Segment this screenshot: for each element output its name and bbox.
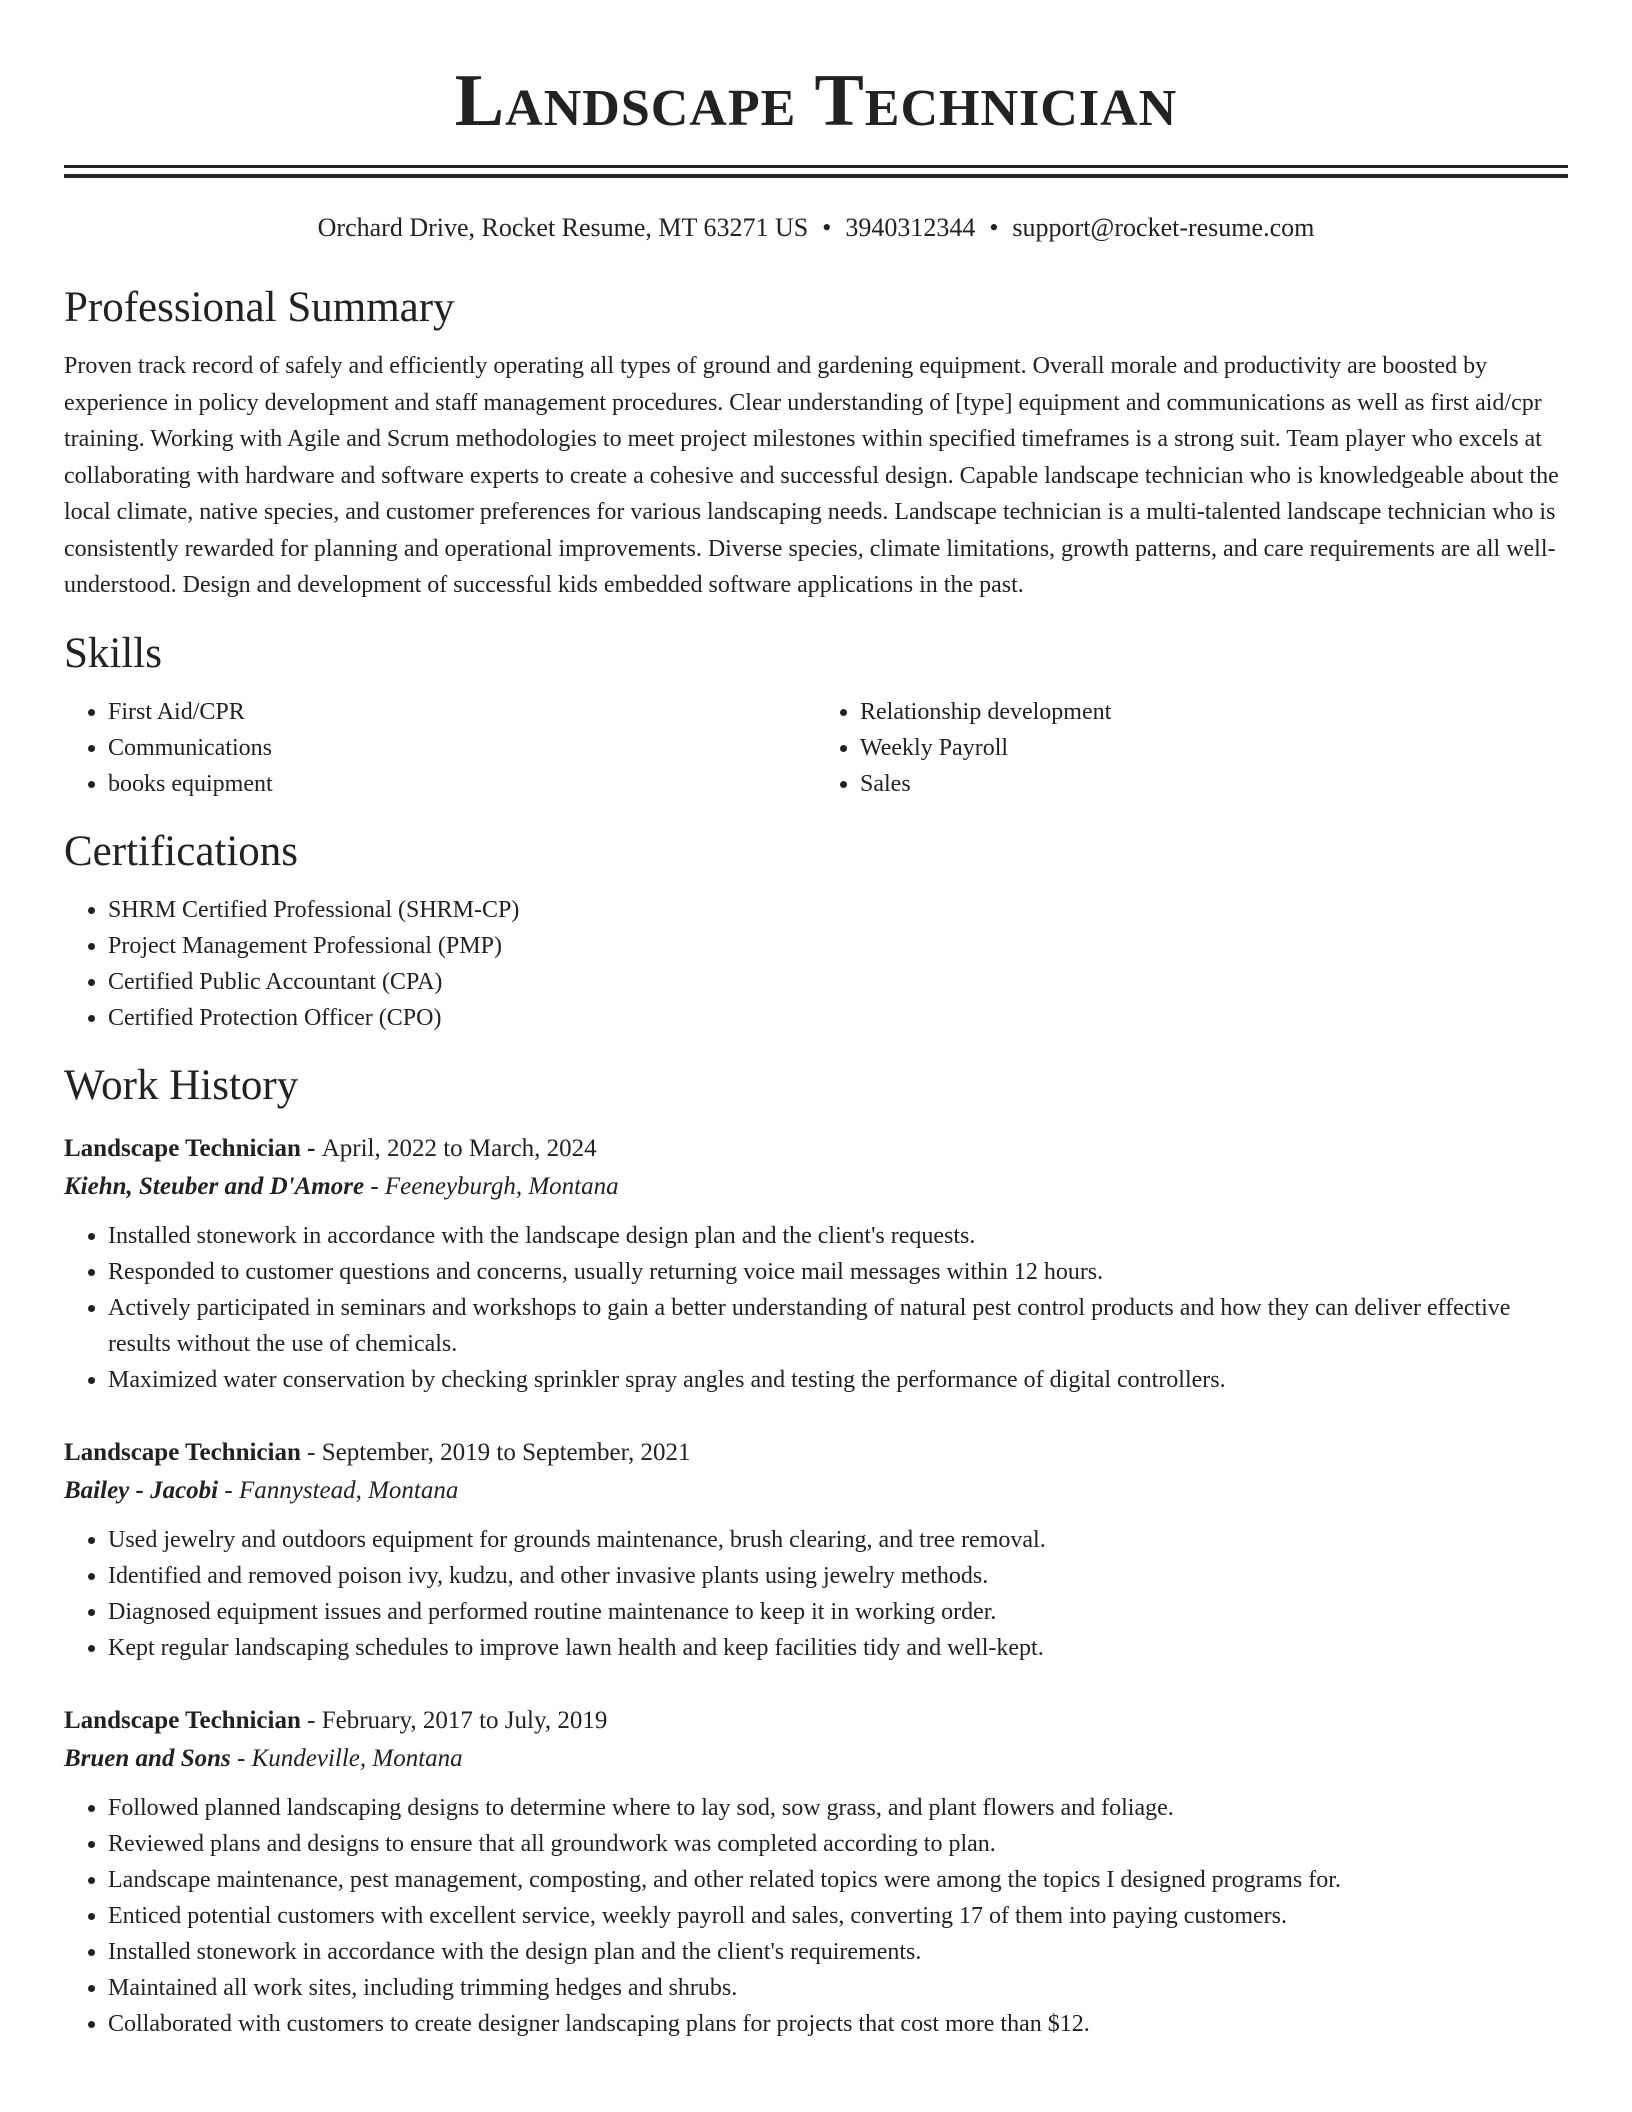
job-dates: September, 2019 to September, 2021 xyxy=(321,1438,691,1466)
job-location: Kundeville, Montana xyxy=(251,1744,463,1772)
job-bullet: • Reviewed plans and designs to ensure that all groundwork was completed according to plan. xyxy=(108,1826,1568,1862)
job-title-line: Landscape Technician - September, 2019 to September, 2021 xyxy=(64,1438,691,1466)
job-bullets xyxy=(64,1522,1568,1666)
job-location: Feeneyburgh, Montana xyxy=(384,1172,619,1200)
skills-heading: Skills xyxy=(64,629,162,677)
contact-line xyxy=(64,212,1568,244)
job-dates: February, 2017 to July, 2019 xyxy=(321,1706,608,1734)
job-company: Bailey - Jacobi xyxy=(64,1476,219,1504)
skill-item: • Relationship development xyxy=(860,694,1568,730)
header-rule-thin xyxy=(64,165,1568,168)
work-history-section xyxy=(64,1060,1568,2042)
skills-list-right xyxy=(816,694,1568,802)
summary-section xyxy=(64,282,1568,604)
job-company: Kiehn, Steuber and D'Amore xyxy=(64,1172,365,1200)
job-bullet: • Landscape maintenance, pest management, composting, and other related topics were among the topics I designed programs for. xyxy=(108,1862,1568,1898)
skills-grid xyxy=(64,694,1568,802)
job-title: Landscape Technician xyxy=(64,1706,301,1734)
certification-item: • Certified Protection Officer (CPO) xyxy=(108,1000,1568,1036)
contact-email: support@rocket-resume.com xyxy=(1012,213,1315,242)
job-title: Landscape Technician xyxy=(64,1438,301,1466)
job-title: Landscape Technician xyxy=(64,1134,301,1162)
contact-address: Orchard Drive, Rocket Resume, MT 63271 US xyxy=(317,213,809,242)
contact-phone: 3940312344 xyxy=(845,213,976,242)
job-bullet: • Installed stonework in accordance with the landscape design plan and the client's requests. xyxy=(108,1218,1568,1254)
skills-section xyxy=(64,628,1568,802)
job-bullet: • Collaborated with customers to create designer landscaping plans for projects that cost more than $12. xyxy=(108,2006,1568,2042)
contact-separator: • xyxy=(989,213,999,242)
contact-separator: • xyxy=(822,213,832,242)
job-bullet: • Identified and removed poison ivy, kudzu, and other invasive plants using jewelry methods. xyxy=(108,1558,1568,1594)
certifications-list xyxy=(64,892,1568,1036)
job-entry xyxy=(64,1434,1568,1666)
job-bullets xyxy=(64,1790,1568,2042)
job-bullet: • Installed stonework in accordance with the design plan and the client's requirements. xyxy=(108,1934,1568,1970)
skill-item: • Weekly Payroll xyxy=(860,730,1568,766)
job-location: Fannystead, Montana xyxy=(238,1476,459,1504)
certification-item: • Project Management Professional (PMP) xyxy=(108,928,1568,964)
certifications-section xyxy=(64,826,1568,1036)
job-company-line: Kiehn, Steuber and D'Amore - Feeneyburgh, Montana xyxy=(64,1172,619,1200)
certification-item: • SHRM Certified Professional (SHRM-CP) xyxy=(108,892,1568,928)
work-history-heading: Work History xyxy=(64,1061,299,1109)
skill-item: • books equipment xyxy=(108,766,816,802)
skill-item: • Sales xyxy=(860,766,1568,802)
job-entry xyxy=(64,1130,1568,1398)
job-bullet: • Maximized water conservation by checking sprinkler spray angles and testing the performance of digital controllers. xyxy=(108,1362,1568,1398)
certification-item: • Certified Public Accountant (CPA) xyxy=(108,964,1568,1000)
job-company-line: Bruen and Sons - Kundeville, Montana xyxy=(64,1744,463,1772)
candidate-title: Landscape Technician xyxy=(454,60,1178,142)
skills-list-left xyxy=(64,694,816,802)
job-bullet: • Kept regular landscaping schedules to improve lawn health and keep facilities tidy and well-kept. xyxy=(108,1630,1568,1666)
skill-item: • First Aid/CPR xyxy=(108,694,816,730)
job-title-line: Landscape Technician - April, 2022 to March, 2024 xyxy=(64,1134,597,1162)
job-bullets xyxy=(64,1218,1568,1398)
job-company-line: Bailey - Jacobi - Fannystead, Montana xyxy=(64,1476,459,1504)
job-bullet: • Used jewelry and outdoors equipment for grounds maintenance, brush clearing, and tree removal. xyxy=(108,1522,1568,1558)
job-dates: April, 2022 to March, 2024 xyxy=(321,1134,597,1162)
job-company: Bruen and Sons xyxy=(64,1744,231,1772)
job-title-line: Landscape Technician - February, 2017 to July, 2019 xyxy=(64,1706,608,1734)
job-bullet: • Followed planned landscaping designs to determine where to lay sod, sow grass, and plant flowers and foliage. xyxy=(108,1790,1568,1826)
certifications-heading: Certifications xyxy=(64,827,299,875)
job-bullet: • Diagnosed equipment issues and performed routine maintenance to keep it in working order. xyxy=(108,1594,1568,1630)
summary-heading: Professional Summary xyxy=(64,284,455,331)
job-bullet: • Actively participated in seminars and workshops to gain a better understanding of natural pest control products and how they can deliver effective results without the use of chemicals. xyxy=(108,1290,1568,1362)
header-rule-thick xyxy=(64,174,1568,178)
job-bullet: • Responded to customer questions and concerns, usually returning voice mail messages within 12 hours. xyxy=(108,1254,1568,1290)
job-bullet: • Enticed potential customers with excellent service, weekly payroll and sales, converting 17 of them into paying customers. xyxy=(108,1898,1568,1934)
job-bullet: • Maintained all work sites, including trimming hedges and shrubs. xyxy=(108,1970,1568,2006)
job-entry xyxy=(64,1702,1568,2042)
summary-text: Proven track record of safely and efficiently operating all types of ground and gardening equipment. Overall morale and productivity are boosted by experience in policy development and staff management procedures. Clear understanding of [type] equipment and communications as well as first aid/cpr training. Working with Agile and Scrum methodologies to meet project milestones within specified timeframes is a strong suit. Team player who excels at collaborating with hardware and software experts to create a cohesive and successful design. Capable landscape technician who is knowledgeable about the local climate, native species, and customer preferences for various landscaping needs. Landscape technician is a multi-talented landscape technician who is consistently rewarded for planning and operational improvements. Diverse species, climate limitations, growth patterns, and care requirements are all well-understood. Design and development of successful kids embedded software applications in the past. xyxy=(64,353,1559,598)
skill-item: • Communications xyxy=(108,730,816,766)
